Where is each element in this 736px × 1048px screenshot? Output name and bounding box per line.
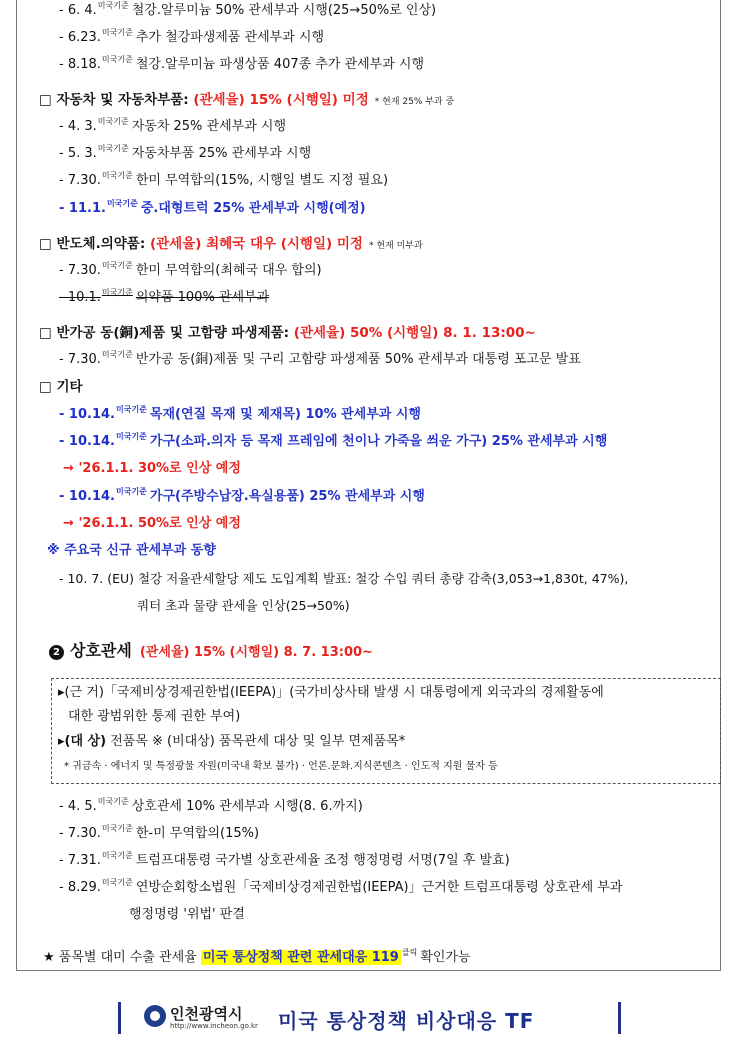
list-item: - 10.14.$^{미국기준}$ 가구(소파.의자 등 목재 프레임에 천이나 가죽을 씌운 가구) 25% 관세부과 시행 <box>59 432 608 449</box>
tariff-119-link[interactable]: 미국 통상정책 관련 관세대응 119 <box>202 950 399 965</box>
org-url: http://www.incheon.go.kr <box>170 1022 258 1030</box>
list-item: - 7.30.$^{미국기준}$ 한-미 무역합의(15%) <box>59 824 260 841</box>
tariff-lookup-line: ★ 품목별 대미 수출 관세율 미국 통상정책 관련 관세대응 119 $^{클릭}$ 확인가능 <box>43 948 471 965</box>
basis-line: ▸(근 거)「국제비상경제권한법(IEEPA)」(국가비상사태 발생 시 대통령에게 외국과의 경제활동에 <box>58 685 604 700</box>
footer-banner <box>118 1000 624 1036</box>
list-item-continuation: 쿼터 초과 물량 관세율 인상(25→50%) <box>137 598 350 613</box>
list-item: - 8.29.$^{미국기준}$ 연방순회항소법원「국제비상경제권한법(IEEPA)」근거한 트럼프대통령 상호관세 부과 <box>59 878 623 895</box>
list-item-continuation: 행정명령 '위법' 판결 <box>129 907 245 922</box>
list-item: - 7.30.$^{미국기준}$ 반가공 동(銅)제품 및 구리 고함량 파생제품 50% 관세부과 대통령 포고문 발표 <box>59 350 581 367</box>
exemption-note: * 귀금속 · 에너지 및 특정광물 자원(미국내 확보 불가) · 언론.문화.지식콘텐츠 · 인도적 지원 물자 등 <box>64 761 498 772</box>
list-item: - 7.30.$^{미국기준}$ 한미 무역합의(최혜국 대우 합의) <box>59 261 322 278</box>
list-item: - 4. 3.$^{미국기준}$ 자동차 25% 관세부과 시행 <box>59 117 287 134</box>
footer-bar-left <box>118 1002 121 1034</box>
list-item: - 11.1.$^{미국기준}$ 중.대형트럭 25% 관세부과 시행(예정) <box>59 199 366 216</box>
section-heading-semiconductor: □ 반도체.의약품: (관세율) 최혜국 대우 (시행일) 미정 * 현재 미부과 <box>39 236 423 252</box>
list-item: - 10.14.$^{미국기준}$ 목재(연질 목재 및 제재목) 10% 관세부과 시행 <box>59 405 421 422</box>
list-item: - 7.30.$^{미국기준}$ 한미 무역합의(15%, 시행일 별도 지정 필요) <box>59 171 389 188</box>
target-line: ▸(대 상) 전품목 ※ (비대상) 품목관세 대상 및 일부 면제품목* <box>58 734 406 749</box>
basis-box <box>51 678 721 784</box>
incheon-logo-icon <box>144 1005 166 1027</box>
list-item: - 10.14.$^{미국기준}$ 가구(주방수납장.욕실용품) 25% 관세부과 시행 <box>59 487 425 504</box>
list-item-struck: - 10.1.$^{미국기준}$ 의약품 100% 관세부과 <box>59 288 270 305</box>
major-countries-heading: ※ 주요국 신규 관세부과 동향 <box>47 543 216 558</box>
list-item: - 8.18.$^{미국기준}$ 철강.알루미늄 파생상품 407종 추가 관세부과 시행 <box>59 55 425 72</box>
list-item: - 4. 5.$^{미국기준}$ 상호관세 10% 관세부과 시행(8. 6.까지) <box>59 797 363 814</box>
footer-bar-right <box>618 1002 621 1034</box>
section-heading-auto: □ 자동차 및 자동차부품: (관세율) 15% (시행일) 미정 * 현재 25% 부과 중 <box>39 92 455 108</box>
section-heading-copper: □ 반가공 동(銅)제품 및 고함량 파생제품: (관세율) 50% (시행일) 8. 1. 13:00~ <box>39 325 536 341</box>
list-item: - 7.31.$^{미국기준}$ 트럼프대통령 국가별 상호관세율 조정 행정명령 서명(7일 후 발효) <box>59 851 510 868</box>
note-arrow: → '26.1.1. 50%로 인상 예정 <box>63 516 241 531</box>
org-name: 인천광역시 <box>170 1005 243 1023</box>
list-item: - 6. 4.$^{미국기준}$ 철강.알루미늄 50% 관세부과 시행(25→50%로 인상) <box>59 1 437 18</box>
note-arrow: → '26.1.1. 30%로 인상 예정 <box>63 461 241 476</box>
footer-title: 미국 통상정책 비상대응 TF <box>278 1009 535 1033</box>
list-item: - 10. 7. (EU) 철강 저율관세할당 제도 도입계획 발표: 철강 수입 쿼터 총량 감축(3,053→1,830t, 47%), <box>59 571 629 586</box>
document-frame <box>16 0 721 971</box>
section-heading-other: □ 기타 <box>39 379 83 395</box>
list-item: - 6.23.$^{미국기준}$ 추가 철강파생제품 관세부과 시행 <box>59 28 325 45</box>
basis-line: 대한 광범위한 통제 권한 부여) <box>68 709 241 724</box>
section-heading-reciprocal: 2 상호관세 (관세율) 15% (시행일) 8. 7. 13:00~ <box>49 642 373 662</box>
list-item: - 5. 3.$^{미국기준}$ 자동차부품 25% 관세부과 시행 <box>59 144 312 161</box>
